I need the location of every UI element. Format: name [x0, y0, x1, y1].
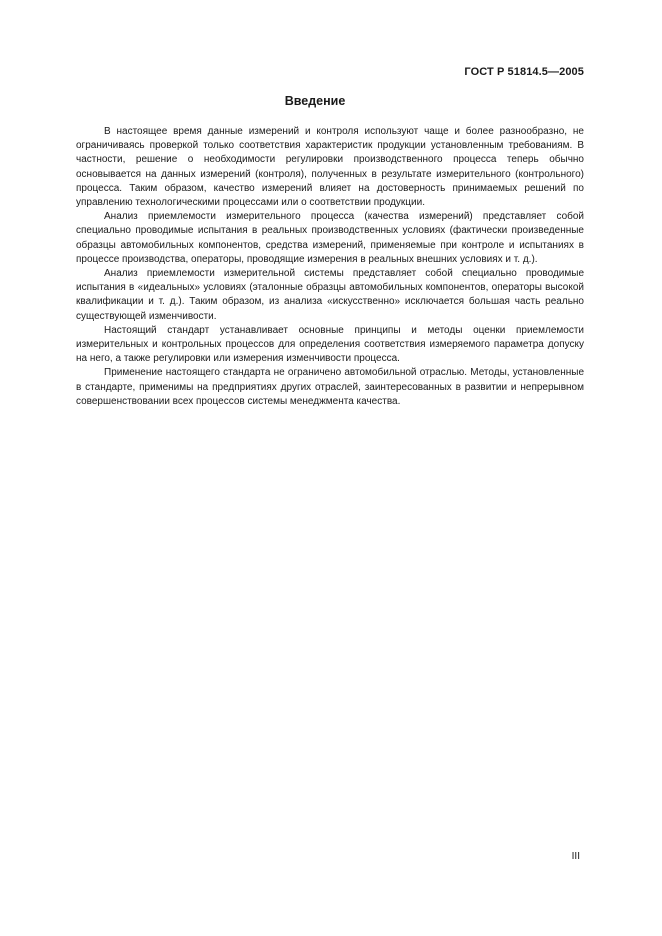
paragraph: Применение настоящего стандарта не ограничено автомобильной отраслью. Методы, установленные в стандарте, применимы на предприятиях других отраслей, заинтересованных в развитии и непрерывном совершенствовании всех процессов системы менеджмента качества. — [76, 367, 584, 407]
page-number: III — [571, 851, 580, 862]
paragraph: Настоящий стандарт устанавливает основные принципы и методы оценки приемлемости измерительных и контрольных процессов для определения соответствия измеряемого параметра допуску на него, а также регулировки или измерения изменчивости процесса. — [76, 324, 584, 365]
paragraph: В настоящее время данные измерений и контроля используют чаще и более разнообразно, не ограничиваясь проверкой только соответствия характеристик продукции установленным требованиям. В частности, решение о необходимости регулировки производственного процесса теперь обычно основывается на данных измерений (контроля), полученных в результате измерительного (контрольного) процесса. Таким образом, качество измерений влияет на достоверность принимаемых решений по управлению технологическими процессами или о соответствии продукции. — [76, 126, 584, 209]
paragraph: Анализ приемлемости измерительной системы представляет собой специально проводимые испытания в «идеальных» условиях (эталонные образцы автомобильных компонентов, операторы высокой квалификации и т. д.). Таким образом, из анализа «искусственно» исключается большая часть реально существующей изменчивости. — [76, 268, 584, 322]
paragraph: Анализ приемлемости измерительного процесса (качества измерений) представляет собой специально проводимые испытания в реальных производственных условиях (фактически произведенные образцы автомобильных компонентов, средства измерений, применяемые при контроле и испытаниях в процессе производства, операторы, проводящие измерения в реальных внешних условиях и т. д.). — [76, 211, 584, 265]
section-title: Введение — [284, 94, 346, 108]
body-text — [76, 125, 584, 409]
document-code-header: ГОСТ Р 51814.5—2005 — [464, 66, 584, 78]
